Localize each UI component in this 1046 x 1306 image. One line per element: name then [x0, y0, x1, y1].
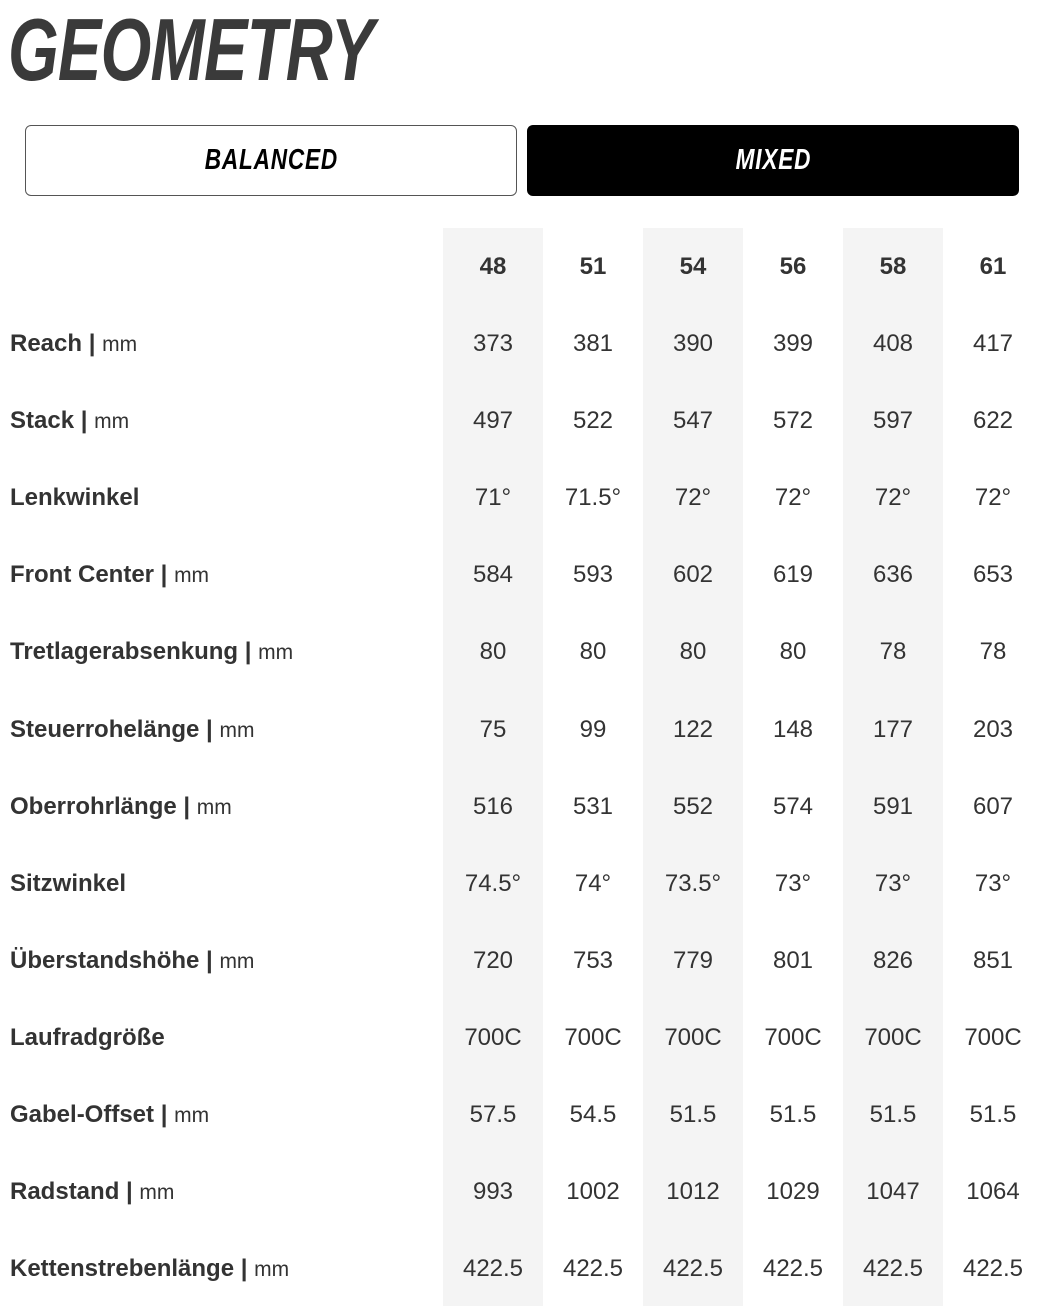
row-label	[10, 405, 129, 438]
table-cell: 1064	[966, 1178, 1020, 1205]
row-label	[10, 1099, 209, 1132]
size-header: 61	[979, 253, 1007, 280]
row-label	[10, 1253, 289, 1286]
row-name: Steuerrohelänge	[10, 716, 200, 743]
table-cell: 602	[672, 561, 714, 588]
table-cell: 779	[672, 947, 714, 974]
table-cell: 497	[472, 407, 514, 434]
table-cell: 80	[579, 638, 607, 665]
table-cell: 72°	[874, 484, 912, 511]
table-cell: 73°	[974, 870, 1012, 897]
row-unit: mm	[258, 641, 294, 664]
unit-separator: |	[234, 1255, 255, 1282]
row-unit: mm	[196, 796, 232, 819]
unit-separator: |	[176, 793, 197, 820]
table-cell: 51.5	[669, 1101, 717, 1128]
table-cell: 54.5	[569, 1101, 617, 1128]
table-cell: 1012	[666, 1178, 720, 1205]
table-cell: 71.5°	[564, 484, 622, 511]
tab-balanced[interactable]	[25, 125, 517, 196]
table-cell: 574	[772, 793, 814, 820]
row-name: Gabel-Offset	[10, 1101, 155, 1128]
row-label	[10, 1022, 165, 1054]
row-label	[10, 482, 139, 514]
table-cell: 99	[579, 716, 607, 743]
row-name: Tretlagerabsenkung	[10, 638, 239, 665]
table-cell: 71°	[474, 484, 512, 511]
tab-mixed[interactable]	[527, 125, 1019, 196]
unit-separator: |	[199, 716, 220, 743]
table-cell: 122	[672, 716, 714, 743]
row-unit: mm	[254, 1258, 290, 1281]
row-unit: mm	[219, 719, 255, 742]
unit-separator: |	[74, 407, 95, 434]
table-cell: 653	[972, 561, 1014, 588]
row-label	[10, 945, 254, 978]
table-cell: 381	[572, 330, 614, 357]
table-cell: 547	[672, 407, 714, 434]
row-unit: mm	[219, 950, 255, 973]
table-cell: 80	[779, 638, 807, 665]
row-label	[10, 559, 209, 592]
table-cell: 72°	[674, 484, 712, 511]
table-cell: 422.5	[562, 1255, 624, 1282]
table-cell: 51.5	[969, 1101, 1017, 1128]
unit-separator: |	[154, 561, 175, 588]
table-cell: 1029	[766, 1178, 820, 1205]
table-cell: 593	[572, 561, 614, 588]
shaded-column	[443, 228, 543, 1306]
table-cell: 700C	[564, 1024, 622, 1051]
table-cell: 700C	[464, 1024, 522, 1051]
row-name: Stack	[10, 407, 75, 434]
table-cell: 72°	[774, 484, 812, 511]
row-unit: mm	[102, 333, 138, 356]
table-cell: 80	[679, 638, 707, 665]
table-cell: 74.5°	[464, 870, 522, 897]
unit-separator: |	[154, 1101, 175, 1128]
table-cell: 801	[772, 947, 814, 974]
table-cell: 700C	[764, 1024, 822, 1051]
table-cell: 177	[872, 716, 914, 743]
table-cell: 572	[772, 407, 814, 434]
size-header: 58	[879, 253, 907, 280]
table-cell: 422.5	[862, 1255, 924, 1282]
table-cell: 851	[972, 947, 1014, 974]
row-unit: mm	[174, 1104, 210, 1127]
row-label	[10, 868, 126, 900]
table-cell: 516	[472, 793, 514, 820]
table-cell: 622	[972, 407, 1014, 434]
table-cell: 826	[872, 947, 914, 974]
row-name: Laufradgröße	[10, 1024, 165, 1051]
row-unit: mm	[139, 1181, 175, 1204]
row-unit: mm	[174, 564, 210, 587]
table-cell: 522	[572, 407, 614, 434]
size-header: 54	[679, 253, 707, 280]
row-label	[10, 714, 254, 747]
row-unit: mm	[94, 410, 130, 433]
unit-separator: |	[82, 330, 103, 357]
table-cell: 51.5	[769, 1101, 817, 1128]
row-name: Lenkwinkel	[10, 484, 140, 511]
row-label	[10, 791, 232, 824]
row-name: Überstandshöhe	[10, 947, 200, 974]
row-label	[10, 636, 293, 669]
shaded-column	[843, 228, 943, 1306]
size-header: 51	[579, 253, 607, 280]
table-cell: 73°	[874, 870, 912, 897]
table-cell: 636	[872, 561, 914, 588]
table-cell: 753	[572, 947, 614, 974]
unit-separator: |	[199, 947, 220, 974]
table-cell: 399	[772, 330, 814, 357]
table-cell: 75	[479, 716, 507, 743]
table-cell: 422.5	[662, 1255, 724, 1282]
table-cell: 78	[979, 638, 1007, 665]
table-cell: 607	[972, 793, 1014, 820]
size-header: 56	[779, 253, 807, 280]
table-cell: 1002	[566, 1178, 620, 1205]
unit-separator: |	[119, 1178, 140, 1205]
row-name: Kettenstrebenlänge	[10, 1255, 235, 1282]
shaded-column	[643, 228, 743, 1306]
table-cell: 57.5	[469, 1101, 517, 1128]
tab-balanced-label: BALANCED	[204, 144, 338, 176]
unit-separator: |	[238, 638, 259, 665]
table-cell: 417	[972, 330, 1014, 357]
table-cell: 700C	[864, 1024, 922, 1051]
tab-mixed-label: MIXED	[735, 144, 811, 176]
table-cell: 552	[672, 793, 714, 820]
row-label	[10, 1176, 174, 1209]
table-cell: 720	[472, 947, 514, 974]
table-cell: 422.5	[962, 1255, 1024, 1282]
table-cell: 78	[879, 638, 907, 665]
row-name: Front Center	[10, 561, 154, 588]
table-cell: 51.5	[869, 1101, 917, 1128]
table-cell: 591	[872, 793, 914, 820]
page-title: GEOMETRY	[8, 0, 374, 99]
row-name: Reach	[10, 330, 83, 357]
size-header: 48	[479, 253, 507, 280]
table-cell: 993	[472, 1178, 514, 1205]
row-name: Sitzwinkel	[10, 870, 127, 897]
table-cell: 203	[972, 716, 1014, 743]
table-cell: 619	[772, 561, 814, 588]
table-cell: 531	[572, 793, 614, 820]
table-cell: 597	[872, 407, 914, 434]
row-name: Radstand	[10, 1178, 120, 1205]
table-cell: 584	[472, 561, 514, 588]
table-cell: 73.5°	[664, 870, 722, 897]
table-cell: 148	[772, 716, 814, 743]
table-cell: 408	[872, 330, 914, 357]
table-cell: 422.5	[762, 1255, 824, 1282]
table-cell: 390	[672, 330, 714, 357]
table-cell: 700C	[964, 1024, 1022, 1051]
table-cell: 80	[479, 638, 507, 665]
row-label	[10, 328, 137, 361]
table-cell: 73°	[774, 870, 812, 897]
table-cell: 74°	[574, 870, 612, 897]
table-cell: 422.5	[462, 1255, 524, 1282]
table-cell: 373	[472, 330, 514, 357]
table-cell: 72°	[974, 484, 1012, 511]
table-cell: 700C	[664, 1024, 722, 1051]
table-cell: 1047	[866, 1178, 920, 1205]
row-name: Oberrohrlänge	[10, 793, 177, 820]
